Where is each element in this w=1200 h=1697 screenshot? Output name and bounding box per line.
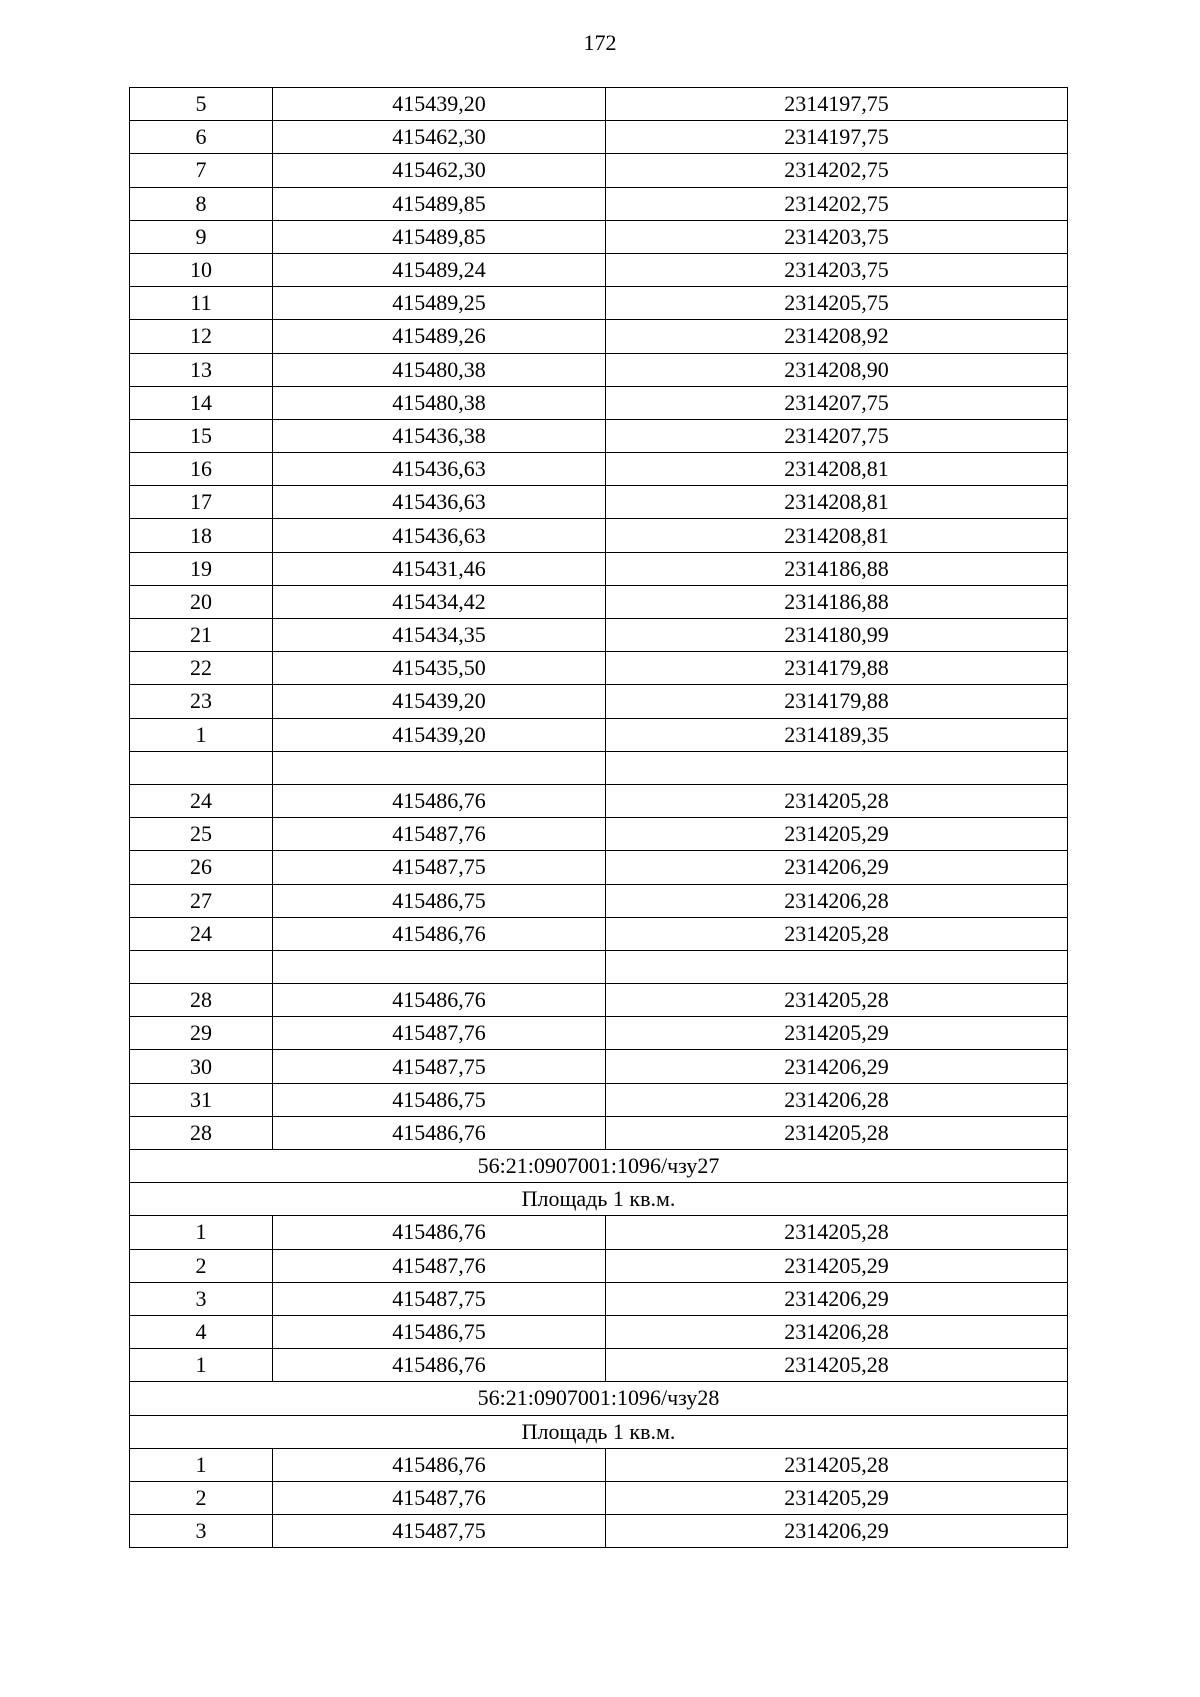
y-coordinate-cell: 2314179,88 [606, 685, 1068, 718]
point-number-cell: 7 [130, 154, 273, 187]
table-row [130, 1017, 1068, 1050]
table-row [130, 1050, 1068, 1083]
y-coordinate-cell: 2314205,28 [606, 917, 1068, 950]
table-row [130, 121, 1068, 154]
y-coordinate-cell: 2314206,28 [606, 884, 1068, 917]
x-coordinate-cell: 415487,75 [273, 1050, 606, 1083]
x-coordinate-cell: 415439,20 [273, 685, 606, 718]
coordinates-table-body [130, 88, 1068, 1548]
y-coordinate-cell: 2314186,88 [606, 552, 1068, 585]
y-coordinate-cell: 2314208,90 [606, 353, 1068, 386]
table-row [130, 287, 1068, 320]
table-row [130, 619, 1068, 652]
table-row [130, 984, 1068, 1017]
x-coordinate-cell: 415486,75 [273, 1315, 606, 1348]
y-coordinate-cell: 2314206,28 [606, 1083, 1068, 1116]
table-row [130, 552, 1068, 585]
point-number-cell: 31 [130, 1083, 273, 1116]
x-coordinate-cell: 415480,38 [273, 353, 606, 386]
x-coordinate-cell: 415489,25 [273, 287, 606, 320]
y-coordinate-cell: 2314203,75 [606, 220, 1068, 253]
table-row [130, 187, 1068, 220]
section-heading-row [130, 1415, 1068, 1448]
y-coordinate-cell: 2314203,75 [606, 253, 1068, 286]
x-coordinate-cell: 415487,76 [273, 1481, 606, 1514]
table-row [130, 1315, 1068, 1348]
point-number-cell: 24 [130, 917, 273, 950]
point-number-cell: 14 [130, 386, 273, 419]
table-row [130, 685, 1068, 718]
x-coordinate-cell: 415486,76 [273, 917, 606, 950]
table-row [130, 818, 1068, 851]
y-coordinate-cell: 2314206,29 [606, 1282, 1068, 1315]
table-row [130, 884, 1068, 917]
table-row [130, 1282, 1068, 1315]
y-coordinate-cell: 2314206,29 [606, 1515, 1068, 1548]
table-row [130, 353, 1068, 386]
x-coordinate-cell: 415439,20 [273, 718, 606, 751]
x-coordinate-cell: 415462,30 [273, 121, 606, 154]
table-row [130, 88, 1068, 121]
x-coordinate-cell: 415489,85 [273, 187, 606, 220]
page-number: 172 [583, 30, 617, 55]
table-row [130, 253, 1068, 286]
point-number-cell: 25 [130, 818, 273, 851]
table-row [130, 419, 1068, 452]
x-coordinate-cell: 415489,85 [273, 220, 606, 253]
table-row [130, 751, 1068, 784]
point-number-cell: 5 [130, 88, 273, 121]
section-heading: Площадь 1 кв.м. [130, 1183, 1068, 1216]
point-number-cell: 26 [130, 851, 273, 884]
point-number-cell: 2 [130, 1481, 273, 1514]
point-number-cell: 17 [130, 486, 273, 519]
table-row [130, 453, 1068, 486]
point-number-cell: 10 [130, 253, 273, 286]
y-coordinate-cell: 2314205,29 [606, 818, 1068, 851]
table-row [130, 519, 1068, 552]
point-number-cell: 23 [130, 685, 273, 718]
y-coordinate-cell: 2314179,88 [606, 652, 1068, 685]
table-row [130, 950, 1068, 983]
table-row [130, 486, 1068, 519]
point-number-cell: 24 [130, 784, 273, 817]
y-coordinate-cell: 2314205,29 [606, 1017, 1068, 1050]
x-coordinate-cell: 415486,76 [273, 1349, 606, 1382]
y-coordinate-cell: 2314205,28 [606, 984, 1068, 1017]
point-number-cell: 19 [130, 552, 273, 585]
point-number-cell: 29 [130, 1017, 273, 1050]
x-coordinate-cell: 415487,76 [273, 1017, 606, 1050]
x-coordinate-cell: 415436,63 [273, 486, 606, 519]
x-coordinate-cell: 415434,42 [273, 585, 606, 618]
x-coordinate-cell: 415462,30 [273, 154, 606, 187]
section-heading: 56:21:0907001:1096/чзу28 [130, 1382, 1068, 1415]
table-row [130, 154, 1068, 187]
x-coordinate-cell: 415487,75 [273, 851, 606, 884]
y-coordinate-cell: 2314205,28 [606, 1349, 1068, 1382]
x-coordinate-cell: 415436,63 [273, 453, 606, 486]
point-number-cell: 28 [130, 1116, 273, 1149]
point-number-cell: 13 [130, 353, 273, 386]
point-number-cell: 15 [130, 419, 273, 452]
table-row [130, 220, 1068, 253]
point-number-cell: 12 [130, 320, 273, 353]
x-coordinate-cell: 415486,75 [273, 1083, 606, 1116]
table-row [130, 1481, 1068, 1514]
y-coordinate-cell: 2314202,75 [606, 187, 1068, 220]
x-coordinate-cell: 415434,35 [273, 619, 606, 652]
point-number-cell: 3 [130, 1515, 273, 1548]
table-row [130, 851, 1068, 884]
table-row [130, 784, 1068, 817]
point-number-cell: 6 [130, 121, 273, 154]
point-number-cell [130, 950, 273, 983]
y-coordinate-cell: 2314205,28 [606, 784, 1068, 817]
point-number-cell: 1 [130, 1448, 273, 1481]
x-coordinate-cell: 415489,24 [273, 253, 606, 286]
point-number-cell: 1 [130, 1216, 273, 1249]
point-number-cell: 3 [130, 1282, 273, 1315]
point-number-cell [130, 751, 273, 784]
x-coordinate-cell: 415486,76 [273, 1216, 606, 1249]
y-coordinate-cell: 2314197,75 [606, 88, 1068, 121]
x-coordinate-cell [273, 950, 606, 983]
y-coordinate-cell: 2314205,29 [606, 1481, 1068, 1514]
y-coordinate-cell: 2314180,99 [606, 619, 1068, 652]
section-heading: Площадь 1 кв.м. [130, 1415, 1068, 1448]
x-coordinate-cell: 415431,46 [273, 552, 606, 585]
point-number-cell: 20 [130, 585, 273, 618]
x-coordinate-cell: 415439,20 [273, 88, 606, 121]
y-coordinate-cell: 2314208,92 [606, 320, 1068, 353]
section-heading-row [130, 1382, 1068, 1415]
point-number-cell: 28 [130, 984, 273, 1017]
point-number-cell: 1 [130, 1349, 273, 1382]
table-row [130, 652, 1068, 685]
point-number-cell: 22 [130, 652, 273, 685]
x-coordinate-cell: 415486,76 [273, 984, 606, 1017]
point-number-cell: 1 [130, 718, 273, 751]
x-coordinate-cell: 415436,38 [273, 419, 606, 452]
point-number-cell: 30 [130, 1050, 273, 1083]
table-row [130, 1216, 1068, 1249]
x-coordinate-cell [273, 751, 606, 784]
y-coordinate-cell: 2314206,29 [606, 851, 1068, 884]
table-row [130, 917, 1068, 950]
table-row [130, 1249, 1068, 1282]
y-coordinate-cell: 2314205,28 [606, 1448, 1068, 1481]
y-coordinate-cell: 2314207,75 [606, 386, 1068, 419]
x-coordinate-cell: 415435,50 [273, 652, 606, 685]
table-row [130, 1349, 1068, 1382]
table-row [130, 1116, 1068, 1149]
coordinates-table [129, 87, 1068, 1548]
x-coordinate-cell: 415486,75 [273, 884, 606, 917]
point-number-cell: 9 [130, 220, 273, 253]
y-coordinate-cell: 2314186,88 [606, 585, 1068, 618]
y-coordinate-cell: 2314208,81 [606, 486, 1068, 519]
point-number-cell: 21 [130, 619, 273, 652]
y-coordinate-cell: 2314206,29 [606, 1050, 1068, 1083]
y-coordinate-cell: 2314189,35 [606, 718, 1068, 751]
y-coordinate-cell: 2314205,28 [606, 1216, 1068, 1249]
y-coordinate-cell: 2314205,28 [606, 1116, 1068, 1149]
y-coordinate-cell: 2314202,75 [606, 154, 1068, 187]
section-heading-row [130, 1150, 1068, 1183]
point-number-cell: 16 [130, 453, 273, 486]
x-coordinate-cell: 415480,38 [273, 386, 606, 419]
table-row [130, 386, 1068, 419]
y-coordinate-cell: 2314208,81 [606, 453, 1068, 486]
table-row [130, 1083, 1068, 1116]
point-number-cell: 11 [130, 287, 273, 320]
table-row [130, 320, 1068, 353]
x-coordinate-cell: 415486,76 [273, 1116, 606, 1149]
x-coordinate-cell: 415487,75 [273, 1282, 606, 1315]
point-number-cell: 8 [130, 187, 273, 220]
x-coordinate-cell: 415489,26 [273, 320, 606, 353]
section-heading-row [130, 1183, 1068, 1216]
x-coordinate-cell: 415486,76 [273, 784, 606, 817]
table-row [130, 718, 1068, 751]
point-number-cell: 27 [130, 884, 273, 917]
point-number-cell: 18 [130, 519, 273, 552]
point-number-cell: 4 [130, 1315, 273, 1348]
table-row [130, 1448, 1068, 1481]
x-coordinate-cell: 415487,76 [273, 818, 606, 851]
y-coordinate-cell [606, 950, 1068, 983]
x-coordinate-cell: 415487,76 [273, 1249, 606, 1282]
section-heading: 56:21:0907001:1096/чзу27 [130, 1150, 1068, 1183]
y-coordinate-cell: 2314208,81 [606, 519, 1068, 552]
y-coordinate-cell: 2314205,75 [606, 287, 1068, 320]
y-coordinate-cell: 2314206,28 [606, 1315, 1068, 1348]
x-coordinate-cell: 415487,75 [273, 1515, 606, 1548]
x-coordinate-cell: 415486,76 [273, 1448, 606, 1481]
y-coordinate-cell: 2314197,75 [606, 121, 1068, 154]
y-coordinate-cell: 2314205,29 [606, 1249, 1068, 1282]
x-coordinate-cell: 415436,63 [273, 519, 606, 552]
table-row [130, 1515, 1068, 1548]
table-row [130, 585, 1068, 618]
y-coordinate-cell [606, 751, 1068, 784]
point-number-cell: 2 [130, 1249, 273, 1282]
y-coordinate-cell: 2314207,75 [606, 419, 1068, 452]
